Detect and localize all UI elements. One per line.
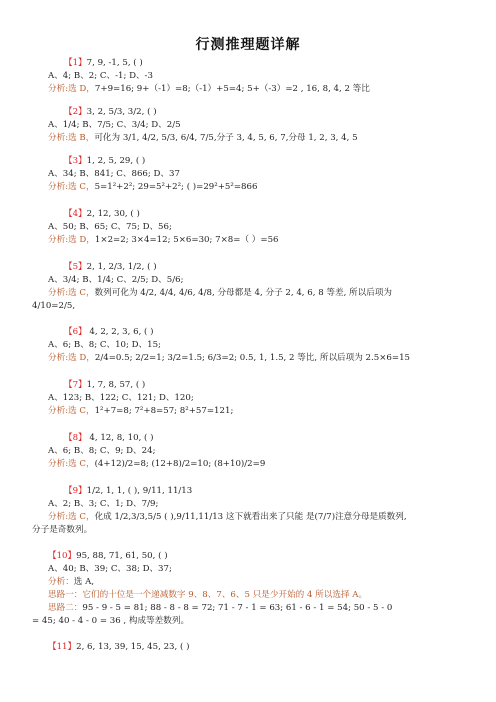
question-number: 【2】 (64, 107, 87, 117)
options-5: A、3/4; B、1/4; C、2/5; D、5/6; (48, 275, 184, 285)
analysis-label: 分析:选 B， (48, 133, 95, 143)
question-10 (48, 550, 168, 562)
analysis-text: (4+12)/2=8; (12+8)/2=10; (8+10)/2=9 (94, 459, 266, 469)
question-9 (64, 485, 192, 497)
analysis-label: 分析:选 C， (48, 182, 95, 192)
analysis-label: 分析:选 C， (48, 406, 95, 416)
question-3 (64, 155, 145, 167)
question-5 (64, 261, 157, 273)
question-7 (64, 379, 145, 391)
idea-continuation: = 45; 40 - 4 - 0 = 36 , 构成等差数列。 (32, 616, 190, 626)
analysis-text: 选 A, (73, 577, 95, 587)
question-text: 95, 88, 71, 61, 50, ( ) (76, 551, 168, 561)
options-4: A、50; B、65; C、75; D、56; (48, 222, 172, 232)
question-8 (64, 432, 154, 444)
question-number: 【5】 (64, 262, 87, 272)
analysis-4 (48, 234, 279, 246)
analysis-2 (48, 132, 358, 144)
analysis-10 (48, 576, 94, 588)
idea-label: 思路一： (48, 590, 83, 600)
analysis-text: 1×2=2; 3×4=12; 5×6=30; 7×8=（ ）=56 (94, 235, 279, 245)
question-text: 1, 2, 5, 29, ( ) (86, 156, 146, 166)
question-number: 【4】 (64, 209, 87, 219)
idea-text: 95 - 9 - 5 = 81; 88 - 8 - 8 = 72; 71 - 7 - 1 = 63; 61 - 6 - 1 = 54; 50 - 5 - 0 (82, 603, 393, 613)
analysis-3 (48, 181, 257, 193)
analysis-text: 数列可化为 4/2, 4/4, 4/6, 4/8, 分母都是 4, 分子 2, 4, 6, 8 等差, 所以后项为 (94, 288, 393, 298)
question-text: 4, 2, 2, 3, 6, ( ) (86, 327, 154, 337)
analysis-text: 2/4=0.5; 2/2=1; 3/2=1.5; 6/3=2; 0.5, 1, 1.5, 2 等比, 所以后项为 2.5×6=15 (94, 353, 411, 363)
idea-label: 思路二： (48, 603, 83, 613)
analysis-text: 1²+7=8; 7²+8=57; 8²+57=121; (94, 406, 234, 416)
question-1 (64, 57, 143, 69)
question-2 (64, 106, 157, 118)
page-title: 行测推理题详解 (195, 37, 301, 53)
idea-text: 它们的十位是一个递减数字 9、8、7、6、5 只是少开始的 4 所以选择 A。 (82, 590, 368, 600)
question-number: 【8】 (64, 433, 87, 443)
question-number: 【11】 (48, 642, 77, 652)
question-text: 1/2, 1, 1, ( ), 9/11, 11/13 (86, 486, 193, 496)
question-6 (64, 326, 153, 338)
question-number: 【6】 (64, 327, 87, 337)
options-8: A、6; B、8; C、9; D、24; (48, 446, 156, 456)
analysis-label: 分析:选 C， (48, 459, 95, 469)
options-3: A、34; B、841; C、866; D、37 (48, 169, 180, 179)
analysis-text: 7+9=16; 9+（-1）=8;（-1）+5=4; 5+（-3）=2 , 16, 8, 4, 2 等比 (94, 84, 370, 94)
analysis-9 (48, 511, 407, 523)
analysis-8 (48, 458, 265, 470)
analysis-6 (48, 352, 410, 364)
analysis-1 (48, 83, 370, 95)
question-number: 【7】 (64, 380, 87, 390)
analysis-text: 化成 1/2,3/3,5/5 ( ),9/11,11/13 这下就看出来了只能 是(7/7)注意分母是质数列, (94, 512, 407, 522)
analysis-text: 可化为 3/1, 4/2, 5/3, 6/4, 7/5,分子 3, 4, 5, 6, 7,分母 1, 2, 3, 4, 5 (94, 133, 358, 143)
options-2: A、1/4; B、7/5; C、3/4; D、2/5 (48, 120, 181, 130)
analysis-label: 分析:选 D， (48, 353, 95, 363)
options-6: A、6; B、8; C、10; D、15; (48, 340, 161, 350)
idea-one (48, 589, 367, 601)
question-text: 4, 12, 8, 10, ( ) (86, 433, 154, 443)
analysis-7 (48, 405, 233, 417)
analysis-label: 分析:选 C， (48, 512, 95, 522)
analysis-continuation: 分子是奇数列。 (32, 525, 93, 535)
question-number: 【3】 (64, 156, 87, 166)
question-text: 1, 7, 8, 57, ( ) (86, 380, 146, 390)
options-7: A、123; B、122; C、121; D、120; (48, 393, 194, 403)
analysis-text: 5=1²+2²; 29=5²+2²; ( )=29²+5²=866 (94, 182, 258, 192)
question-text: 2, 12, 30, ( ) (86, 209, 140, 219)
question-4 (64, 208, 140, 220)
options-9: A、2; B、3; C、1; D、7/9; (48, 499, 159, 509)
question-text: 2, 6, 13, 39, 15, 45, 23, ( ) (76, 642, 190, 652)
analysis-label: 分析:选 C， (48, 288, 95, 298)
question-number: 【9】 (64, 486, 87, 496)
analysis-label: 分析:选 D， (48, 235, 95, 245)
question-text: 7, 9, -1, 5, ( ) (86, 58, 143, 68)
question-text: 2, 1, 2/3, 1/2, ( ) (86, 262, 157, 272)
analysis-label: 分析： (48, 577, 74, 587)
analysis-label: 分析:选 D， (48, 84, 95, 94)
question-11 (48, 641, 189, 653)
analysis-continuation: 4/10=2/5, (32, 301, 76, 311)
question-number: 【10】 (48, 551, 77, 561)
question-text: 3, 2, 5/3, 3/2, ( ) (86, 107, 157, 117)
analysis-5 (48, 287, 392, 299)
options-1: A、4; B、2; C、-1; D、-3 (48, 71, 153, 81)
question-number: 【1】 (64, 58, 87, 68)
idea-two (48, 602, 392, 614)
options-10: A、40; B、39; C、38; D、37; (48, 564, 172, 574)
